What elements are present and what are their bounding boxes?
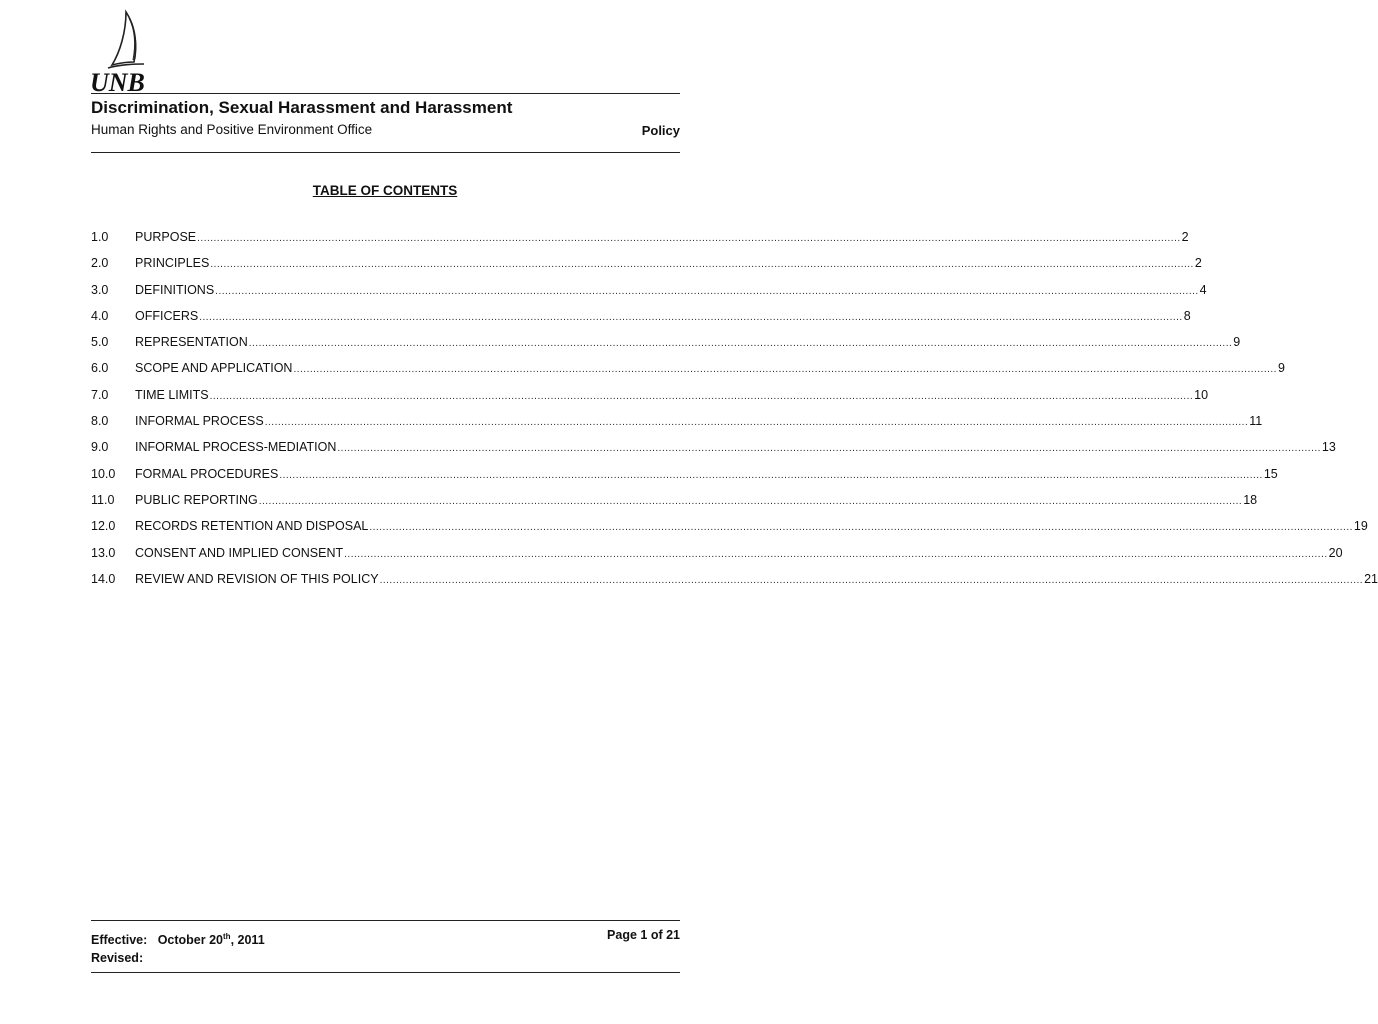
toc-dot-leader: ............................................................................................................................................................................................................................................................................................................ [264,417,1249,429]
toc-entry-number: 5.0 [91,335,109,350]
footer-dates [91,928,265,967]
toc-entry[interactable] [91,545,1343,572]
effective-label: Effective: [91,933,148,947]
toc-entry-title[interactable]: DEFINITIONS [135,282,215,297]
toc-dot-leader: ............................................................................................................................................................................................................................................................................................................ [344,548,1328,560]
toc-entry[interactable] [91,361,1285,387]
toc-heading-text: TABLE OF CONTENTS [312,183,458,198]
toc-entry-title[interactable]: TIME LIMITS [135,387,209,402]
table-of-contents [91,230,1378,598]
toc-entry-page[interactable]: 9 [1277,361,1285,376]
toc-entry-number: 14.0 [91,571,116,586]
toc-entry-title[interactable]: REVIEW AND REVISION OF THIS POLICY [135,571,379,586]
toc-entry-page[interactable]: 20 [1328,545,1343,560]
effective-date-suffix: th [223,932,231,941]
toc-dot-leader: ............................................................................................................................................................................................................................................................................................................ [215,285,1199,297]
effective-line [91,928,265,949]
toc-entry-number: 10.0 [91,466,116,481]
toc-entry-title[interactable]: OFFICERS [135,308,199,323]
toc-heading [0,182,770,200]
toc-dot-leader: ............................................................................................................................................................................................................................................................................................................ [209,390,1194,402]
toc-entry-page[interactable]: 19 [1353,519,1368,534]
toc-entry-number: 12.0 [91,519,116,534]
toc-entry-page[interactable]: 2 [1181,230,1189,244]
toc-entry-title[interactable]: REPRESENTATION [135,335,248,350]
toc-dot-leader: ............................................................................................................................................................................................................................................................................................................ [293,364,1277,376]
toc-entry-number: 7.0 [91,387,109,402]
unb-logo [86,10,166,97]
toc-entry-number: 11.0 [91,492,115,507]
toc-entry[interactable] [91,519,1368,545]
toc-entry[interactable] [91,466,1278,493]
revised-label: Revised: [91,951,144,965]
toc-entry-page[interactable]: 15 [1263,466,1278,481]
toc-entry-page[interactable]: 18 [1243,492,1258,507]
toc-entry-page[interactable]: 9 [1233,335,1241,350]
toc-entry-title[interactable]: RECORDS RETENTION AND DISPOSAL [135,519,369,534]
page-number: Page 1 of 21 [607,928,680,942]
toc-entry[interactable] [91,440,1336,466]
office-name: Human Rights and Positive Environment Office [91,122,373,137]
toc-entry-number: 3.0 [91,282,109,297]
toc-entry[interactable] [91,492,1258,519]
toc-dot-leader: ............................................................................................................................................................................................................................................................................................................ [337,443,1321,455]
toc-entry-page[interactable]: 11 [1249,414,1263,429]
toc-entry-title[interactable]: INFORMAL PROCESS [135,414,264,429]
toc-entry-title[interactable]: PUBLIC REPORTING [135,492,258,507]
toc-entry-page[interactable]: 8 [1183,308,1191,323]
toc-entry-title[interactable]: INFORMAL PROCESS-MEDIATION [135,440,337,455]
toc-dot-leader: ............................................................................................................................................................................................................................................................................................................ [199,311,1183,323]
toc-entry[interactable] [91,335,1241,361]
logo-wordmark: UNB [90,68,145,97]
toc-entry-page[interactable]: 10 [1194,387,1209,402]
toc-entry-page[interactable]: 2 [1194,256,1202,271]
toc-entry-number: 4.0 [91,308,109,323]
toc-dot-leader: ............................................................................................................................................................................................................................................................................................................ [210,259,1194,271]
toc-entry-number: 8.0 [91,414,109,429]
toc-entry-title[interactable]: PRINCIPLES [135,256,210,271]
toc-dot-leader: ............................................................................................................................................................................................................................................................................................................ [379,574,1364,586]
toc-entry-page[interactable]: 21 [1364,571,1378,586]
toc-entry[interactable] [91,230,1189,256]
toc-entry[interactable] [91,256,1202,282]
document-type: Policy [641,123,680,138]
toc-entry-page[interactable]: 13 [1321,440,1336,455]
effective-year: , 2011 [230,933,265,947]
toc-entry-number: 2.0 [91,256,109,271]
toc-entry-title[interactable]: CONSENT AND IMPLIED CONSENT [135,545,344,560]
toc-entry[interactable] [91,414,1263,440]
toc-entry-number: 6.0 [91,361,109,376]
toc-dot-leader: ............................................................................................................................................................................................................................................................................................................ [279,469,1263,481]
toc-entry-title[interactable]: SCOPE AND APPLICATION [135,361,293,376]
footer-top-rule [91,920,680,921]
toc-dot-leader: ............................................................................................................................................................................................................................................................................................................ [248,338,1233,350]
toc-entry-page[interactable]: 4 [1199,282,1207,297]
toc-entry-title[interactable]: FORMAL PROCEDURES [135,466,279,481]
toc-entry-number: 9.0 [91,440,109,455]
toc-entry[interactable] [91,571,1378,598]
header-top-rule [91,93,680,94]
document-title: Discrimination, Sexual Harassment and Harassment [91,98,513,117]
toc-entry-number: 1.0 [91,230,109,244]
toc-entry-title[interactable]: PURPOSE [135,230,197,244]
toc-dot-leader: ............................................................................................................................................................................................................................................................................................................ [197,233,1181,244]
header-bottom-rule [91,152,680,153]
toc-entry[interactable] [91,387,1209,414]
toc-entry-number: 13.0 [91,545,116,560]
toc-entry[interactable] [91,308,1191,335]
toc-entry[interactable] [91,282,1207,309]
effective-date: October 20 [157,933,224,947]
toc-dot-leader: ............................................................................................................................................................................................................................................................................................................ [369,522,1353,534]
sail-logo-icon [104,10,150,72]
toc-dot-leader: ............................................................................................................................................................................................................................................................................................................ [258,495,1243,507]
footer-bottom-rule [91,972,680,973]
